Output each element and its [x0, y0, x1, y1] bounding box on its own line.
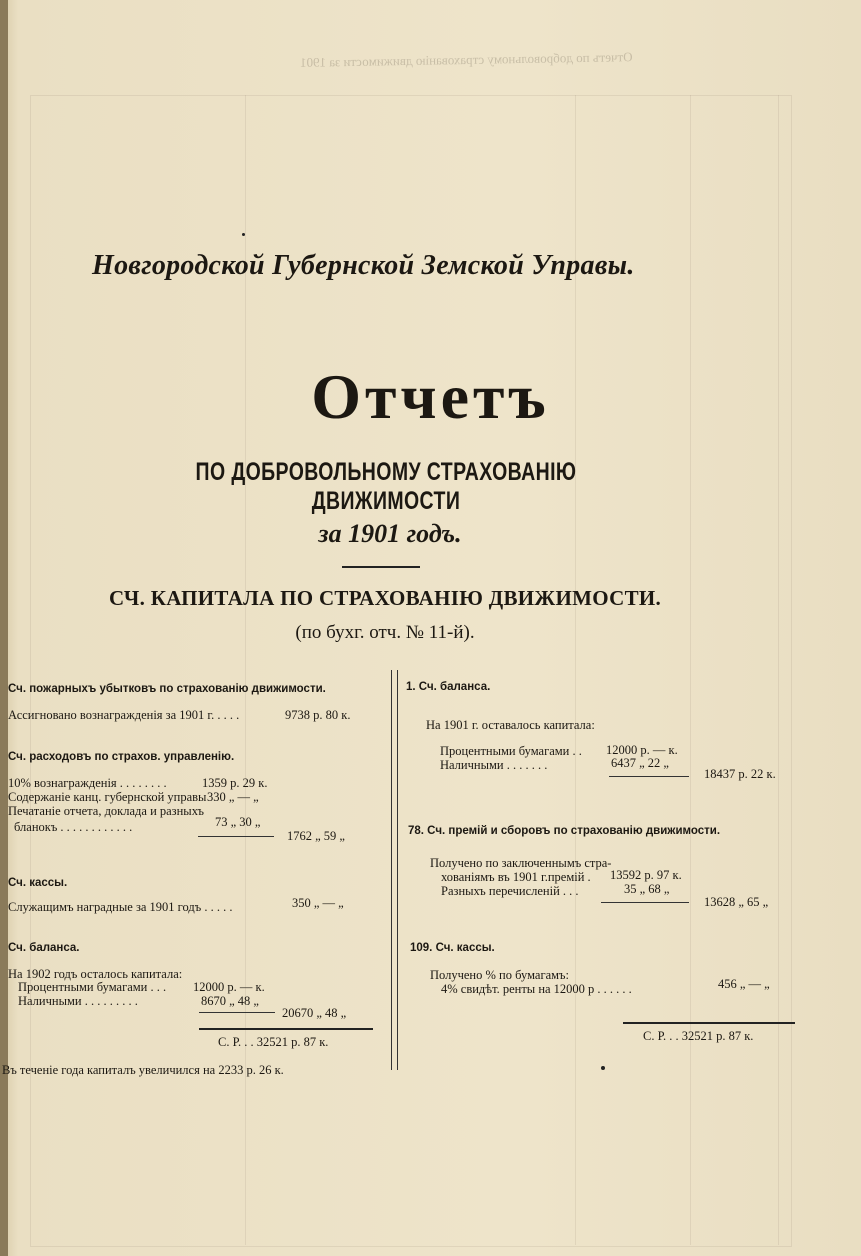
right-grand-total: С. Р. . . 32521 р. 87 к.: [643, 1029, 754, 1043]
column-divider: [391, 670, 398, 1070]
left-s4-line3: Наличными . . . . . . . . .: [18, 994, 138, 1008]
issuer-heading: Новгородской Губернской Земской Управы.: [92, 250, 635, 281]
left-s2-total: 1762 „ 59 „: [287, 829, 345, 843]
left-s1-heading: Сч. пожарныхъ убытковъ по страхованію движимости.: [8, 683, 326, 695]
title-divider: [342, 566, 420, 568]
subtotal-rule: [601, 902, 689, 903]
bleed-through-heading: Отчетъ по добровольному страхованію движимости за 1901: [299, 49, 633, 70]
right-s3-amount2: 456 „ — „: [718, 977, 770, 991]
right-s1-line1: На 1901 г. оставалось капитала:: [426, 718, 595, 732]
right-s2-amount3: 35 „ 68 „: [624, 882, 670, 896]
left-s2-amount1: 1359 р. 29 к.: [202, 776, 268, 790]
right-s3-line1: Получено % по бумагамъ:: [430, 968, 569, 982]
left-s2-amount4: 73 „ 30 „: [215, 815, 261, 829]
subtotal-rule: [199, 1012, 275, 1013]
left-s4-total: 20670 „ 48 „: [282, 1006, 347, 1020]
right-s1-heading: 1. Сч. баланса.: [406, 681, 491, 693]
right-s1-amount3: 6437 „ 22 „: [611, 756, 669, 770]
subtotal-rule: [198, 836, 274, 837]
left-s3-line: Служащимъ наградные за 1901 годъ . . . . .: [8, 900, 233, 914]
left-s2-line3: Печатаніе отчета, доклада и разныхъ: [8, 804, 204, 818]
left-s2-amount2: 330 „ — „: [207, 790, 259, 804]
left-s4-line2: Процентными бумагами . . .: [18, 980, 167, 994]
left-s4-heading: Сч. баланса.: [8, 942, 80, 954]
left-s3-amount: 350 „ — „: [292, 896, 344, 910]
right-s2-line3: Разныхъ перечисленій . . .: [441, 884, 579, 898]
left-s4-amount3: 8670 „ 48 „: [201, 994, 259, 1008]
left-s1-amount: 9738 р. 80 к.: [285, 708, 351, 722]
right-s2-line2: хованіямъ въ 1901 г.премій .: [441, 870, 591, 884]
right-s2-heading: 78. Сч. премій и сборовъ по страхованію движимости.: [408, 825, 721, 837]
left-s2-line1: 10% вознагражденія . . . . . . . .: [8, 776, 167, 790]
sum-rule: [199, 1028, 373, 1030]
section-title: СЧ. КАПИТАЛА ПО СТРАХОВАНІЮ ДВИЖИМОСТИ.: [108, 586, 662, 610]
report-year: за 1901 годъ.: [318, 519, 462, 548]
capital-increase-note: Въ теченіе года капиталъ увеличился на 2233 р. 26 к.: [2, 1063, 284, 1077]
left-grand-total: С. Р. . . 32521 р. 87 к.: [218, 1035, 329, 1049]
report-title: Отчетъ: [311, 361, 550, 432]
right-s2-line1: Получено по заключеннымъ стра-: [430, 856, 612, 870]
ink-speck: [242, 233, 245, 236]
right-s1-line3: Наличными . . . . . . .: [440, 758, 548, 772]
left-s2-line2: Содержаніе канц. губернской управы: [8, 790, 207, 804]
right-s3-heading: 109. Сч. кассы.: [410, 942, 495, 954]
ink-speck: [601, 1066, 605, 1070]
left-s2-heading: Сч. расходовъ по страхов. управленію.: [8, 751, 235, 763]
left-s2-line4: бланокъ . . . . . . . . . . . .: [14, 820, 133, 834]
left-s3-heading: Сч. кассы.: [8, 877, 68, 889]
report-subtitle: ПО ДОБРОВОЛЬНОМУ СТРАХОВАНІЮ ДВИЖИМОСТИ: [195, 458, 577, 515]
subtotal-rule: [609, 776, 689, 777]
right-s1-total: 18437 р. 22 к.: [704, 767, 776, 781]
bleed-through-rule: [778, 95, 779, 1245]
left-s1-line: Ассигновано вознагражденія за 1901 г. . . . .: [8, 708, 240, 722]
section-subtitle: (по бухг. отч. № 11-й).: [295, 622, 475, 643]
right-s3-line2: 4% свидѣт. ренты на 12000 р . . . . . .: [441, 982, 632, 996]
right-s1-line2: Процентными бумагами . .: [440, 744, 582, 758]
right-s2-total: 13628 „ 65 „: [704, 895, 769, 909]
right-s2-amount2: 13592 р. 97 к.: [610, 868, 682, 882]
sum-rule: [623, 1022, 795, 1024]
left-s4-amount2: 12000 р. — к.: [193, 980, 265, 994]
right-s1-amount2: 12000 р. — к.: [606, 743, 678, 757]
left-s4-line1: На 1902 годъ осталось капитала:: [8, 967, 183, 981]
